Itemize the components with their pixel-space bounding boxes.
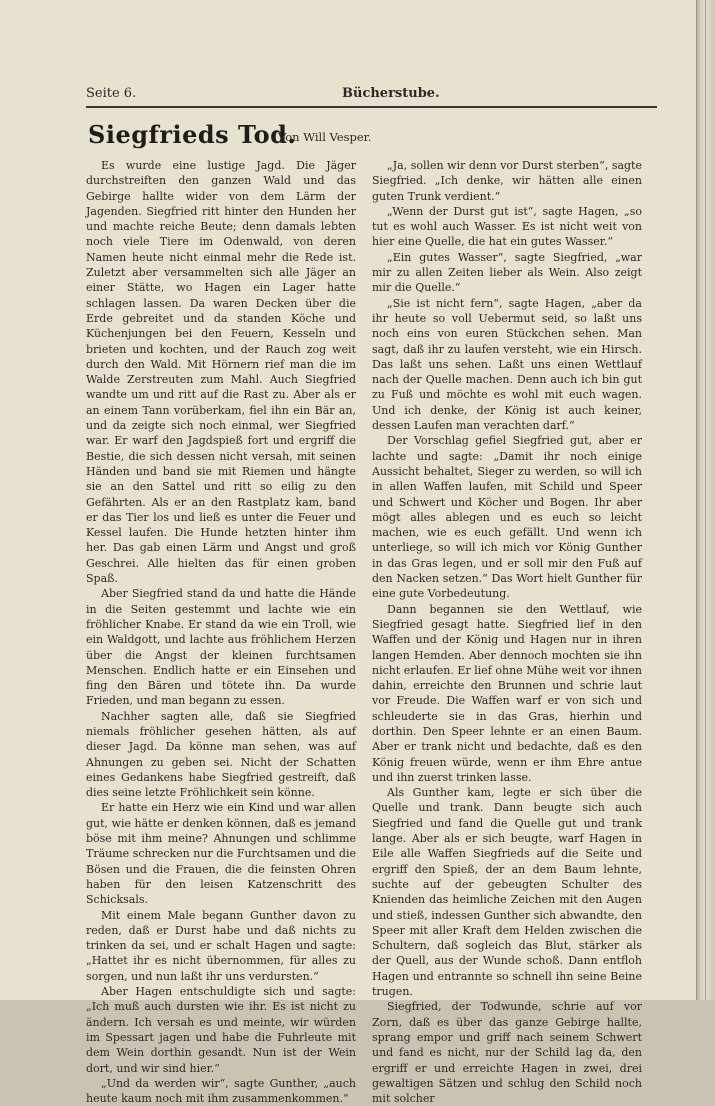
page-edge <box>696 0 715 1000</box>
article-byline: Von Will Vesper. <box>278 130 372 144</box>
binding-line <box>705 0 706 1000</box>
paragraph: Der Vorschlag gefiel Siegfried gut, aber er lachte und sagte: „Damit ihr noch einige Aussicht behaltet, Sieger zu werden, so will ich in allen Waffen laufen, mit Schild und Speer und Schwert und Köcher und Bogen. Ihr aber mögt alles ablegen und es euch so leicht machen, wie es euch gefällt. Und wenn ich unterliege, so will ich mich vor König Gunther in das Gras legen, und er soll mir den Fuß auf den Nacken setzen.“ Das Wort hielt Gunther für eine gute Vorbedeutung. <box>372 434 642 601</box>
header-rule <box>86 106 657 108</box>
paragraph: Aber Hagen entschuldigte sich und sagte: „Ich muß auch dursten wie ihr. Es ist nicht zu ändern. Ich versah es und meinte, wir würden im Spessart jagen und habe die Fuhrleute mit dem Wein dorthin gesandt. Nun ist der Wein dort, und wir sind hier.“ <box>86 985 356 1075</box>
paragraph: „Wenn der Durst gut ist“, sagte Hagen, „so tut es wohl auch Wasser. Es ist nicht weit von hier eine Quelle, die hat ein gutes Wasser.“ <box>372 204 642 249</box>
publication-name: Bücherstube. <box>342 86 440 101</box>
paragraph: Als Gunther kam, legte er sich über die Quelle und trank. Dann beugte sich auch Siegfried und fand die Quelle gut und trank lange. Aber als er sich beugte, warf Hagen in Eile alle Waffen Siegfrieds auf die Seite und ergriff den Spieß, der an dem Baum lehnte, suchte auf der gebeugten Schulter des Knienden das heimliche Zeichen mit den Augen und stieß, indessen Gunther sich abwandte, den Speer mit aller Kraft dem Helden zwischen die Schultern, daß sogleich das Blut, stärker als der Quell, aus der Wunde schoß. Dann entfloh Hagen und entrannte so schnell ihn seine Beine trugen. <box>372 786 642 999</box>
page-number: Seite 6. <box>86 86 137 101</box>
text-column-left <box>86 158 356 1106</box>
running-header <box>86 84 656 104</box>
paragraph: „Und da werden wir“, sagte Gunther, „auch heute kaum noch mit ihm zusammenkommen.“ <box>86 1076 356 1106</box>
paragraph: Es wurde eine lustige Jagd. Die Jäger durchstreiften den ganzen Wald und das Gebirge hallte wider von dem Lärm der Jagenden. Siegfried ritt hinter den Hunden her und machte reiche Beute; denn damals lebten noch viele Tiere im Odenwald, von deren Namen heute nicht einmal mehr die Rede ist. Zuletzt aber versammelten sich alle Jäger an einer Stätte, wo Hagen ein Lager hatte schlagen lassen. Da waren Decken über die Erde gebreitet und da standen Köche und Küchenjungen bei den Feuern, Kesseln und brieten und kochten, und der Rauch zog weit durch den Wald. Mit Hörnern rief man die im Walde Zerstreuten zum Mahl. Auch Siegfried wandte um und ritt auf die Rast zu. Aber als er an einem Tann vorüberkam, fiel ihn ein Bär an, und da zeigte sich noch einmal, wer Siegfried war. Er warf den Jagdspieß fort und ergriff die Bestie, die sich dessen nicht versah, mit seinen Händen und band sie mit Riemen und hängte sie an den Sattel und ritt so eilig zu den Gefährten. Als er an den Rastplatz kam, band er das Tier los und ließ es unter die Feuer und Kessel laufen. Die Hunde hetzten hinter ihm her. Das gab einen Lärm und Angst und groß Geschrei. Alle hielten das für einen groben Spaß. <box>86 159 356 586</box>
paragraph: „Ein gutes Wasser“, sagte Siegfried, „war mir zu allen Zeiten lieber als Wein. Also zeigt mir die Quelle.“ <box>372 250 642 295</box>
paragraph: Dann begannen sie den Wettlauf, wie Siegfried gesagt hatte. Siegfried lief in den Waffen und der König und Hagen nur in ihren langen Hemden. Aber dennoch mochten sie ihn nicht erlaufen. Er lief ohne Mühe weit vor ihnen dahin, erreichte den Brunnen und schrie laut vor Freude. Die Waffen warf er von sich und schleuderte sie in das Gras, hierhin und dorthin. Den Speer lehnte er an einen Baum. Aber er trank nicht und bedachte, daß es den König freuen würde, wenn er ihm Ehre antue und ihn zuerst trinken lasse. <box>372 602 642 784</box>
paragraph: Siegfried, der Todwunde, schrie auf vor Zorn, daß es über das ganze Gebirge hallte, sprang empor und griff nach seinem Schwert und fand es nicht, nur der Schild lag da, den ergriff er und erreichte Hagen in zwei, drei gewaltigen Sätzen und schlug den Schild noch mit solcher <box>372 1000 642 1106</box>
article-heading <box>88 120 648 154</box>
paragraph: „Ja, sollen wir denn vor Durst sterben“, sagte Siegfried. „Ich denke, wir hätten alle einen guten Trunk verdient.“ <box>372 159 642 203</box>
text-column-right <box>372 158 642 1106</box>
article-title: Siegfrieds Tod. <box>88 120 297 149</box>
paragraph: Aber Siegfried stand da und hatte die Hände in die Seiten gestemmt und lachte wie ein fröhlicher Knabe. Er stand da wie ein Troll, wie ein Waldgott, und lachte aus fröhlichem Herzen über die Angst der kleinen furchtsamen Menschen. Endlich hatte er ein Einsehen und fing den Bären und tötete ihn. Da wurde Frieden, und man begann zu essen. <box>86 587 356 708</box>
paragraph: Nachher sagten alle, daß sie Siegfried niemals fröhlicher gesehen hätten, als auf dieser Jagd. Da könne man sehen, was auf Ahnungen zu geben sei. Nicht der Schatten eines Gedankens habe Siegfried gestreift, daß dies seine letzte Fröhlichkeit sein könne. <box>86 709 356 800</box>
paragraph: Er hatte ein Herz wie ein Kind und war allen gut, wie hätte er denken können, daß es jemand böse mit ihm meine? Ahnungen und schlimme Träume schrecken nur die Furchtsamen und die Bösen und die Frauen, die die feinsten Ohren haben für den leisen Katzenschritt des Schicksals. <box>86 801 356 907</box>
paragraph: „Sie ist nicht fern“, sagte Hagen, „aber da ihr heute so voll Uebermut seid, so laßt uns noch eins von euren Stückchen sehen. Man sagt, daß ihr zu laufen versteht, wie ein Hirsch. Das laßt uns sehen. Laßt uns einen Wettlauf nach der Quelle machen. Denn auch ich bin gut zu Fuß und möchte es wohl mit euch wagen. Und ich denke, der König ist auch keiner, dessen Laufen man verachten darf.“ <box>372 296 642 433</box>
paragraph: Mit einem Male begann Gunther davon zu reden, daß er Durst habe und daß nichts zu trinken da sei, und er schalt Hagen und sagte: „Hattet ihr es nicht übernommen, für alles zu sorgen, und nun laßt ihr uns verdursten.“ <box>86 908 356 983</box>
